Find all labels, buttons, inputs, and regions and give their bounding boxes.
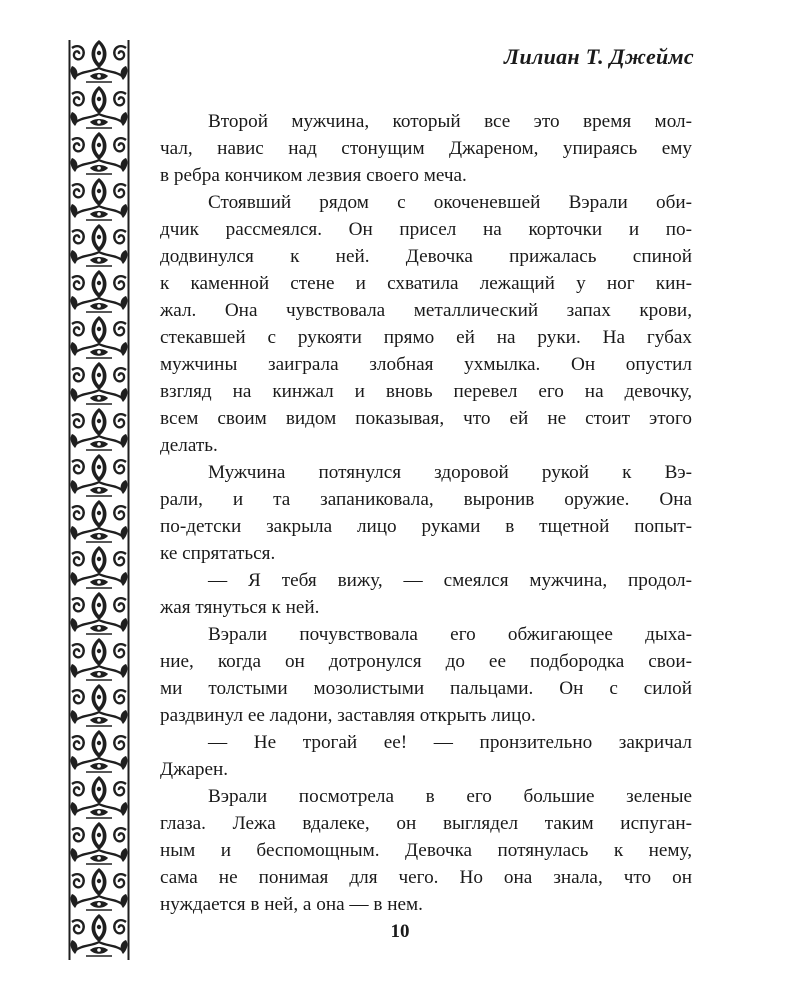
page-number: 10	[390, 921, 410, 942]
text-line: Вэрали почувствовала его обжигающее дыха-	[208, 624, 692, 645]
text-line: додвинулся к ней. Девочка прижалась спиной	[160, 246, 692, 267]
text-line: рали, и та запаниковала, выронив оружие. Она	[160, 489, 692, 510]
text-line: жая тянуться к ней.	[160, 597, 320, 618]
text-line: Второй мужчина, который все это время мол-	[208, 111, 692, 132]
text-line: ке спрятаться.	[160, 543, 276, 564]
text-line: всем своим видом показывая, что ей не стоит этого	[160, 408, 692, 429]
ornamental-border	[68, 40, 130, 960]
running-header-author: Лилиан Т. Джеймс	[504, 44, 694, 69]
text-line: Мужчина потянулся здоровой рукой к Вэ-	[208, 462, 692, 483]
paragraph	[160, 108, 692, 189]
text-line: нуждается в ней, а она — в нем.	[160, 894, 423, 915]
paragraph	[160, 567, 692, 621]
text-line: жал. Она чувствовала металлический запах крови,	[160, 300, 692, 321]
text-line: ние, когда он дотронулся до ее подбородка свои-	[160, 651, 692, 672]
text-line: делать.	[160, 435, 218, 456]
text-line: стекавшей с рукояти прямо ей на руки. На губах	[160, 327, 692, 348]
text-line: глаза. Лежа вдалеке, он выглядел таким испуган-	[160, 813, 692, 834]
text-line: мужчины заиграла злобная ухмылка. Он опустил	[160, 354, 692, 375]
text-line: сама не понимая для чего. Но она знала, что он	[160, 867, 692, 888]
text-line: взгляд на кинжал и вновь перевел его на девочку,	[160, 381, 692, 402]
text-line: — Я тебя вижу, — смеялся мужчина, продол-	[208, 570, 692, 591]
text-line: в ребра кончиком лезвия своего меча.	[160, 165, 467, 186]
text-line: ми толстыми мозолистыми пальцами. Он с силой	[160, 678, 692, 699]
text-line: к каменной стене и схватила лежащий у ног кин-	[160, 273, 692, 294]
paragraph	[160, 621, 692, 729]
text-line: по-детски закрыла лицо руками в тщетной попыт-	[160, 516, 692, 537]
text-line: дчик рассмеялся. Он присел на корточки и по-	[160, 219, 692, 240]
text-line: чал, навис над стонущим Джареном, упираясь ему	[160, 138, 692, 159]
paragraph	[160, 729, 692, 783]
paragraph	[160, 189, 692, 459]
page-body-text	[160, 108, 692, 918]
text-line: — Не трогай ее! — пронзительно закричал	[208, 732, 692, 753]
text-line: Стоявший рядом с окоченевшей Вэрали оби-	[208, 192, 692, 213]
paragraph	[160, 783, 692, 918]
text-line: ным и беспомощным. Девочка потянулась к нему,	[160, 840, 692, 861]
text-line: раздвинул ее ладони, заставляя открыть лицо.	[160, 705, 536, 726]
text-line: Джарен.	[160, 759, 229, 780]
text-line: Вэрали посмотрела в его большие зеленые	[208, 786, 692, 807]
paragraph	[160, 459, 692, 567]
